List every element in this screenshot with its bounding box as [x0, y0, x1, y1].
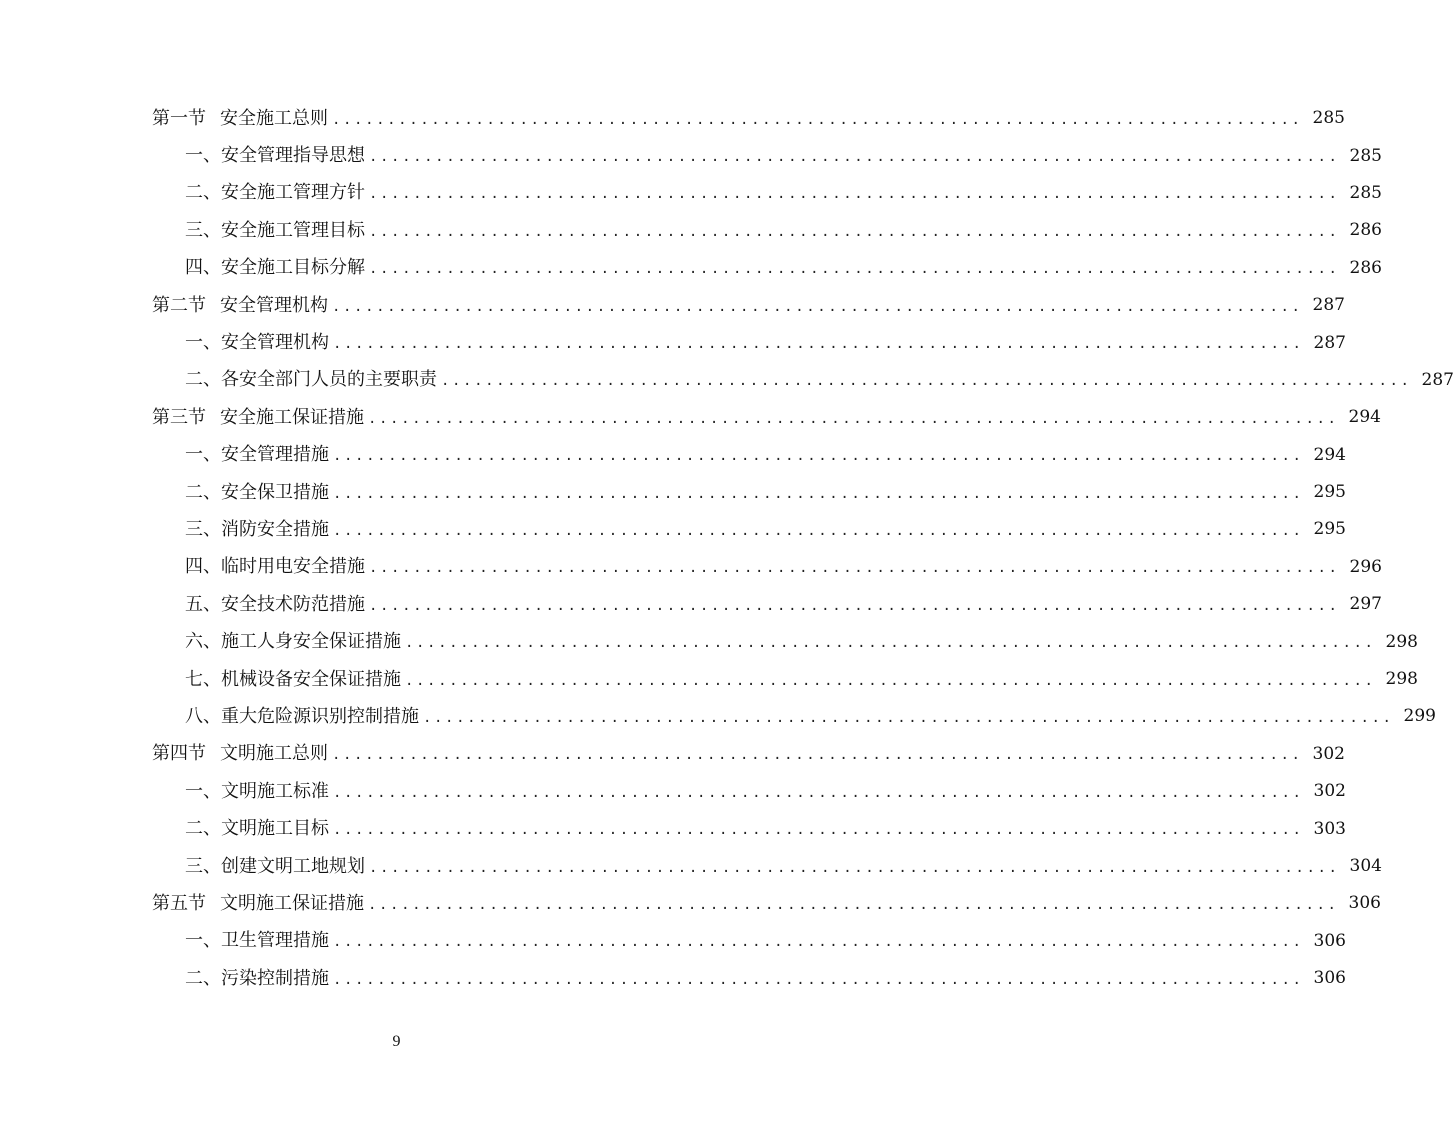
toc-entry-page: 296 [1349, 556, 1382, 577]
toc-entry-number: 第一节 [152, 107, 206, 129]
toc-entry-number: 一、 [185, 145, 221, 167]
toc-entry-number: 第三节 [152, 406, 206, 428]
toc-subsection-entry[interactable] [0, 586, 1382, 623]
toc-subsection-entry[interactable] [0, 810, 1346, 847]
toc-subsection-entry[interactable] [0, 549, 1382, 586]
table-of-contents [0, 100, 1454, 997]
toc-dot-leader: ........................................................................................ [369, 261, 1340, 278]
toc-subsection-entry[interactable] [0, 923, 1346, 960]
toc-subsection-entry[interactable] [0, 175, 1382, 212]
toc-entry-title: 污染控制措施 [221, 967, 329, 989]
toc-section-entry[interactable] [0, 100, 1345, 137]
toc-subsection-entry[interactable] [0, 773, 1346, 810]
toc-entry-page: 302 [1312, 743, 1345, 764]
toc-entry-number: 第二节 [152, 294, 206, 316]
toc-entry-title: 安全技术防范措施 [221, 593, 365, 615]
toc-dot-leader: ........................................................................................ [332, 747, 1303, 764]
toc-dot-leader: ........................................................................................ [405, 635, 1376, 652]
toc-entry-title: 安全保卫措施 [221, 481, 329, 503]
toc-dot-leader: ........................................................................................ [369, 560, 1340, 577]
toc-entry-page: 299 [1403, 706, 1436, 727]
toc-entry-page: 286 [1349, 257, 1382, 278]
toc-entry-page: 295 [1313, 519, 1346, 540]
toc-entry-page: 303 [1313, 818, 1346, 839]
toc-entry-title: 机械设备安全保证措施 [221, 668, 401, 690]
toc-dot-leader: ........................................................................................ [369, 597, 1340, 614]
toc-entry-page: 304 [1349, 856, 1382, 876]
toc-entry-number: 四、 [185, 257, 221, 279]
toc-entry-title: 安全施工保证措施 [220, 406, 364, 428]
toc-entry-number: 四、 [185, 556, 221, 578]
toc-entry-title: 文明施工标准 [221, 780, 329, 802]
toc-subsection-entry[interactable] [0, 437, 1346, 474]
toc-dot-leader: ........................................................................................ [368, 410, 1339, 427]
toc-entry-title: 卫生管理措施 [221, 930, 329, 952]
toc-dot-leader: ........................................................................................ [332, 111, 1303, 128]
toc-entry-page: 295 [1313, 482, 1346, 503]
toc-dot-leader: ........................................................................................ [333, 522, 1304, 539]
toc-entry-title: 安全施工目标分解 [221, 257, 365, 279]
toc-entry-page: 287 [1421, 369, 1454, 390]
toc-dot-leader: ........................................................................................ [369, 149, 1340, 166]
toc-entry-number: 三、 [185, 219, 221, 241]
toc-entry-page: 298 [1385, 669, 1418, 690]
toc-subsection-entry[interactable] [0, 511, 1346, 548]
toc-entry-number: 二、 [185, 818, 221, 840]
toc-dot-leader: ........................................................................................ [333, 448, 1304, 465]
toc-dot-leader: ........................................................................................ [369, 223, 1340, 240]
toc-entry-number: 第四节 [152, 743, 206, 765]
toc-entry-number: 二、 [185, 967, 221, 989]
toc-entry-page: 306 [1348, 893, 1381, 914]
toc-subsection-entry[interactable] [0, 362, 1454, 399]
toc-subsection-entry[interactable] [0, 212, 1382, 249]
toc-entry-page: 294 [1313, 444, 1346, 465]
toc-entry-number: 二、 [185, 481, 221, 503]
toc-dot-leader: ........................................................................................ [369, 186, 1340, 203]
toc-entry-title: 安全管理措施 [221, 444, 329, 466]
toc-entry-title: 临时用电安全措施 [221, 556, 365, 578]
toc-subsection-entry[interactable] [0, 960, 1346, 997]
toc-dot-leader: ........................................................................................ [332, 298, 1303, 315]
page-number: 9 [392, 1033, 401, 1050]
toc-entry-title: 文明施工目标 [221, 818, 329, 840]
toc-entry-number: 六、 [185, 631, 221, 653]
toc-dot-leader: ........................................................................................ [405, 672, 1376, 689]
toc-entry-page: 287 [1312, 295, 1345, 316]
toc-entry-page: 294 [1348, 407, 1381, 428]
toc-entry-page: 286 [1349, 220, 1382, 241]
toc-entry-title: 施工人身安全保证措施 [221, 631, 401, 653]
toc-entry-number: 二、 [185, 182, 221, 204]
toc-entry-number: 五、 [185, 593, 221, 615]
toc-section-entry[interactable] [0, 399, 1381, 436]
toc-entry-number: 一、 [185, 332, 221, 354]
toc-entry-title: 安全施工总则 [220, 107, 328, 129]
toc-entry-title: 安全管理机构 [221, 332, 329, 354]
toc-subsection-entry[interactable] [0, 137, 1382, 174]
toc-entry-title: 安全管理指导思想 [221, 145, 365, 167]
toc-subsection-entry[interactable] [0, 661, 1418, 698]
toc-dot-leader: ........................................................................................ [333, 485, 1304, 502]
toc-entry-page: 285 [1349, 145, 1382, 166]
toc-entry-number: 第五节 [152, 892, 206, 914]
toc-entry-page: 287 [1313, 332, 1346, 353]
toc-dot-leader: ........................................................................................ [333, 822, 1304, 839]
toc-entry-title: 文明施工总则 [220, 743, 328, 765]
toc-dot-leader: ........................................................................................ [333, 971, 1304, 988]
toc-subsection-entry[interactable] [0, 324, 1346, 361]
toc-dot-leader: ........................................................................................ [369, 859, 1340, 876]
toc-section-entry[interactable] [0, 885, 1381, 922]
toc-entry-title: 消防安全措施 [221, 518, 329, 540]
toc-entry-title: 安全施工管理目标 [221, 219, 365, 241]
toc-entry-number: 二、 [185, 369, 221, 391]
toc-entry-page: 302 [1313, 781, 1346, 802]
toc-entry-page: 297 [1349, 594, 1382, 615]
toc-section-entry[interactable] [0, 287, 1345, 324]
toc-entry-page: 298 [1385, 631, 1418, 652]
toc-entry-number: 八、 [185, 705, 221, 727]
toc-entry-number: 一、 [185, 444, 221, 466]
toc-entry-title: 文明施工保证措施 [220, 892, 364, 914]
toc-subsection-entry[interactable] [0, 623, 1418, 660]
toc-entry-title: 安全施工管理方针 [221, 182, 365, 204]
toc-entry-number: 七、 [185, 668, 221, 690]
toc-entry-number: 一、 [185, 780, 221, 802]
toc-subsection-entry[interactable] [0, 250, 1382, 287]
toc-entry-page: 285 [1349, 182, 1382, 203]
toc-subsection-entry[interactable] [0, 474, 1346, 511]
toc-dot-leader: ........................................................................................ [333, 336, 1304, 353]
toc-subsection-entry[interactable] [0, 848, 1382, 885]
toc-entry-number: 三、 [185, 855, 221, 877]
toc-entry-title: 安全管理机构 [220, 294, 328, 316]
toc-entry-number: 一、 [185, 930, 221, 952]
toc-dot-leader: ........................................................................................ [333, 784, 1304, 801]
toc-subsection-entry[interactable] [0, 698, 1436, 735]
toc-dot-leader: ........................................................................................ [423, 709, 1394, 726]
toc-entry-title: 各安全部门人员的主要职责 [221, 369, 437, 391]
toc-entry-page: 306 [1313, 968, 1346, 989]
toc-dot-leader: ........................................................................................ [368, 896, 1339, 913]
toc-entry-number: 三、 [185, 518, 221, 540]
toc-entry-title: 创建文明工地规划 [221, 855, 365, 877]
toc-entry-title: 重大危险源识别控制措施 [221, 705, 419, 727]
toc-entry-page: 285 [1312, 108, 1345, 129]
toc-dot-leader: ........................................................................................ [333, 934, 1304, 951]
toc-dot-leader: ........................................................................................ [441, 373, 1412, 390]
toc-section-entry[interactable] [0, 736, 1345, 773]
toc-entry-page: 306 [1313, 930, 1346, 951]
